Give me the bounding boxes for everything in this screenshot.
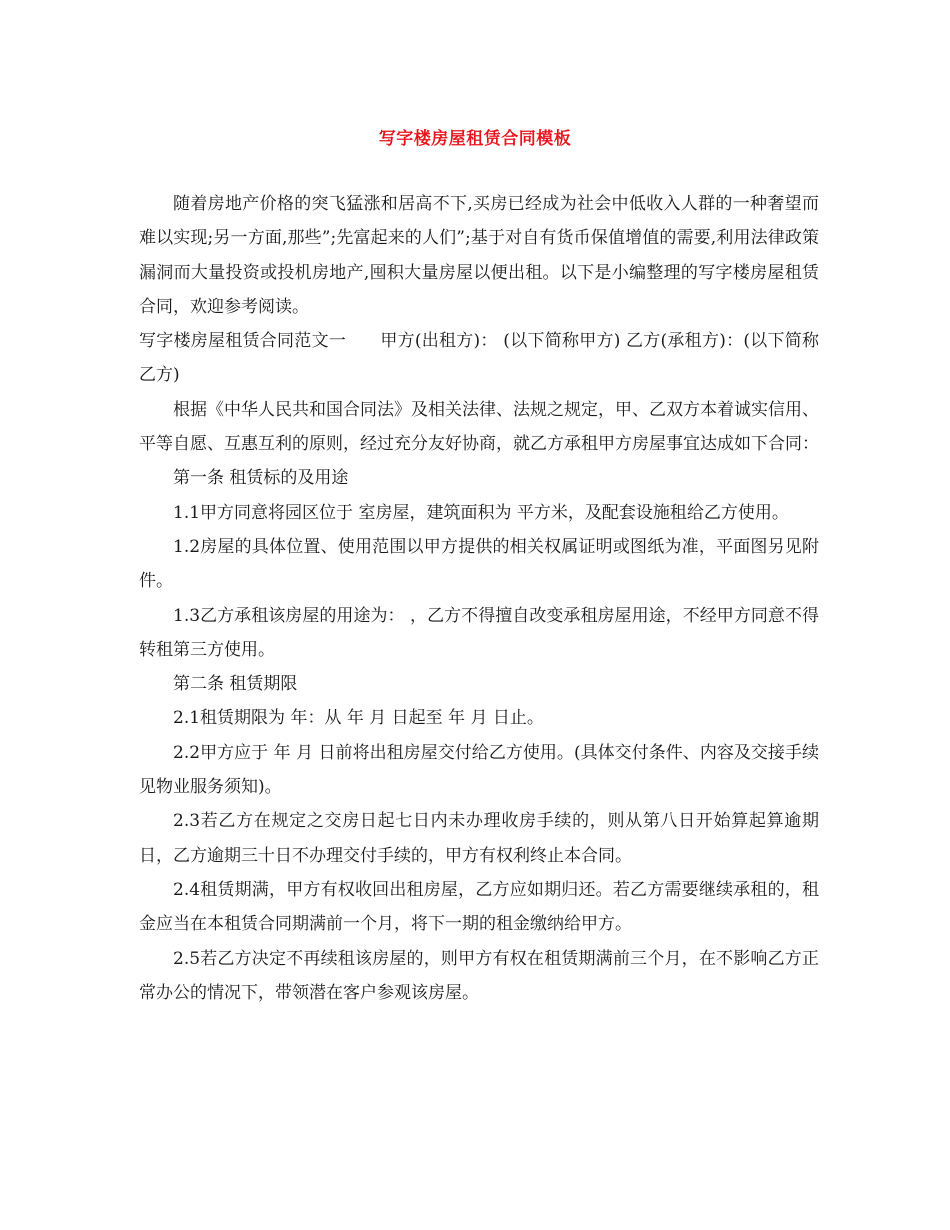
clause-2-3: 2.3若乙方在规定之交房日起七日内未办理收房手续的，则从第八日开始算起算逾期日，乙方逾期三十日不办理交付手续的，甲方有权利终止本合同。: [139, 811, 819, 866]
sample-heading: 写字楼房屋租赁合同范文一: [139, 331, 347, 352]
clause-2-4: 2.4租赁期满，甲方有权收回出租房屋，乙方应如期归还。若乙方需要继续承租的，租金应当在本租赁合同期满前一个月，将下一期的租金缴纳给甲方。: [139, 879, 819, 935]
document-title: 写字楼房屋租赁合同模板: [378, 129, 572, 149]
clause-1-3: 1.3乙方承租该房屋的用途为： ，乙方不得擅自改变承租房屋用途，不经甲方同意不得转租第三方使用。: [139, 605, 819, 660]
clause-2-1: 2.1租赁期限为 年：从 年 月 日起至 年 月 日止。: [173, 708, 544, 729]
clause-2-5: 2.5若乙方决定不再续租该房屋的，则甲方有权在租赁期满前三个月，在不影响乙方正常办公的情况下，带领潜在客户参观该房屋。: [139, 948, 819, 1003]
clause-1-2: 1.2房屋的具体位置、使用范围以甲方提供的相关权属证明或图纸为准，平面图另见附件。: [139, 536, 819, 592]
document-body: [139, 187, 819, 1010]
clause-2-2: 2.2甲方应于 年 月 日前将出租房屋交付给乙方使用。(具体交付条件、内容及交接手续见物业服务须知)。: [139, 742, 819, 798]
parties-text: 甲方(出租方)： (以下简称甲方) 乙方(承租方)：(以下简称乙方): [139, 331, 820, 386]
article-2-title: 第二条 租赁期限: [173, 674, 298, 695]
sample-heading-line: [139, 324, 819, 393]
intro-paragraph: 随着房地产价格的突飞猛涨和居高不下,买房已经成为社会中低收入人群的一种奢望而难以实现;另一方面,那些”;先富起来的人们”;基于对自有货币保值增值的需要,利用法律政策漏洞而大量投资或投机房地产,囤积大量房屋以便出租。以下是小编整理的写字楼房屋租赁合同，欢迎参考阅读。: [139, 194, 819, 317]
article-1-title: 第一条 租赁标的及用途: [173, 468, 349, 489]
clause-1-1: 1.1甲方同意将园区位于 室房屋，建筑面积为 平方米，及配套设施租给乙方使用。: [173, 502, 789, 523]
preamble-paragraph: 根据《中华人民共和国合同法》及相关法律、法规之规定，甲、乙双方本着诚实信用、平等自愿、互惠互利的原则，经过充分友好协商，就乙方承租甲方房屋事宜达成如下合同：: [139, 399, 819, 455]
